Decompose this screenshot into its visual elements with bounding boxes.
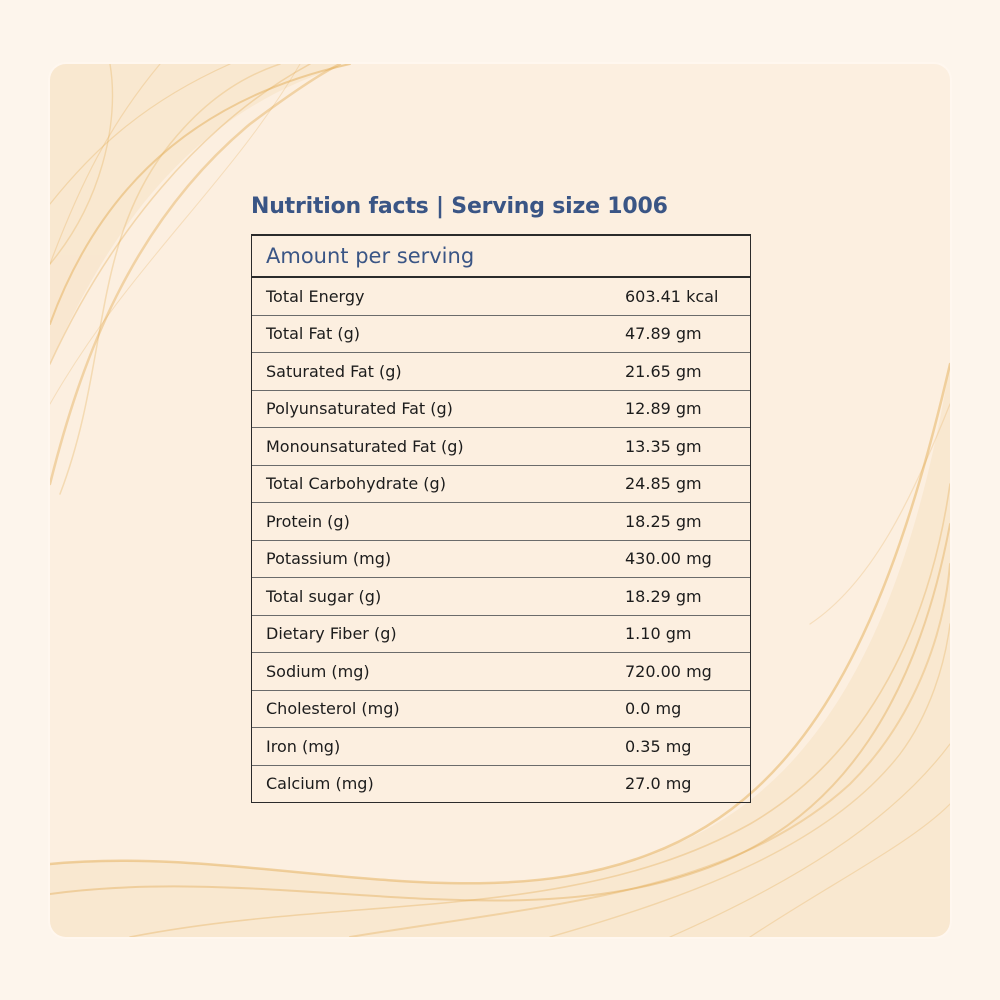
nutrient-value: 720.00 mg xyxy=(625,661,712,681)
nutrient-value: 0.35 mg xyxy=(625,736,692,756)
table-row xyxy=(252,316,750,354)
nutrient-value: 12.89 gm xyxy=(625,399,702,419)
table-row xyxy=(252,466,750,504)
nutrition-table xyxy=(251,234,751,803)
page-title: Nutrition facts | Serving size 1006 xyxy=(251,194,668,219)
nutrient-value: 21.65 gm xyxy=(625,361,702,381)
nutrient-name: Total Carbohydrate (g) xyxy=(266,474,446,494)
nutrient-value: 27.0 mg xyxy=(625,774,692,794)
nutrient-name: Total sugar (g) xyxy=(266,586,382,606)
nutrient-value: 47.89 gm xyxy=(625,324,702,344)
nutrient-name: Calcium (mg) xyxy=(266,774,374,794)
nutrient-name: Monounsaturated Fat (g) xyxy=(266,436,464,456)
table-row xyxy=(252,353,750,391)
nutrient-value: 0.0 mg xyxy=(625,699,682,719)
nutrient-name: Cholesterol (mg) xyxy=(266,699,400,719)
nutrient-value: 430.00 mg xyxy=(625,549,712,569)
nutrient-name: Protein (g) xyxy=(266,511,350,531)
nutrient-name: Total Energy xyxy=(266,286,365,306)
nutrient-value: 1.10 gm xyxy=(625,624,692,644)
table-row xyxy=(252,578,750,616)
table-header: Amount per serving xyxy=(252,234,750,278)
nutrient-name: Saturated Fat (g) xyxy=(266,361,402,381)
nutrient-value: 603.41 kcal xyxy=(625,286,719,306)
table-row xyxy=(252,728,750,766)
table-row xyxy=(252,541,750,579)
nutrient-value: 18.29 gm xyxy=(625,586,702,606)
nutrient-name: Total Fat (g) xyxy=(266,324,360,344)
table-row xyxy=(252,766,750,804)
table-row xyxy=(252,653,750,691)
table-row xyxy=(252,278,750,316)
nutrition-card xyxy=(50,64,950,937)
nutrient-value: 24.85 gm xyxy=(625,474,702,494)
table-row xyxy=(252,391,750,429)
nutrient-name: Sodium (mg) xyxy=(266,661,370,681)
nutrient-value: 13.35 gm xyxy=(625,436,702,456)
nutrient-name: Potassium (mg) xyxy=(266,549,392,569)
nutrient-value: 18.25 gm xyxy=(625,511,702,531)
table-row xyxy=(252,616,750,654)
table-row xyxy=(252,428,750,466)
table-row xyxy=(252,503,750,541)
nutrient-name: Polyunsaturated Fat (g) xyxy=(266,399,453,419)
nutrient-name: Dietary Fiber (g) xyxy=(266,624,397,644)
table-row xyxy=(252,691,750,729)
nutrient-name: Iron (mg) xyxy=(266,736,341,756)
